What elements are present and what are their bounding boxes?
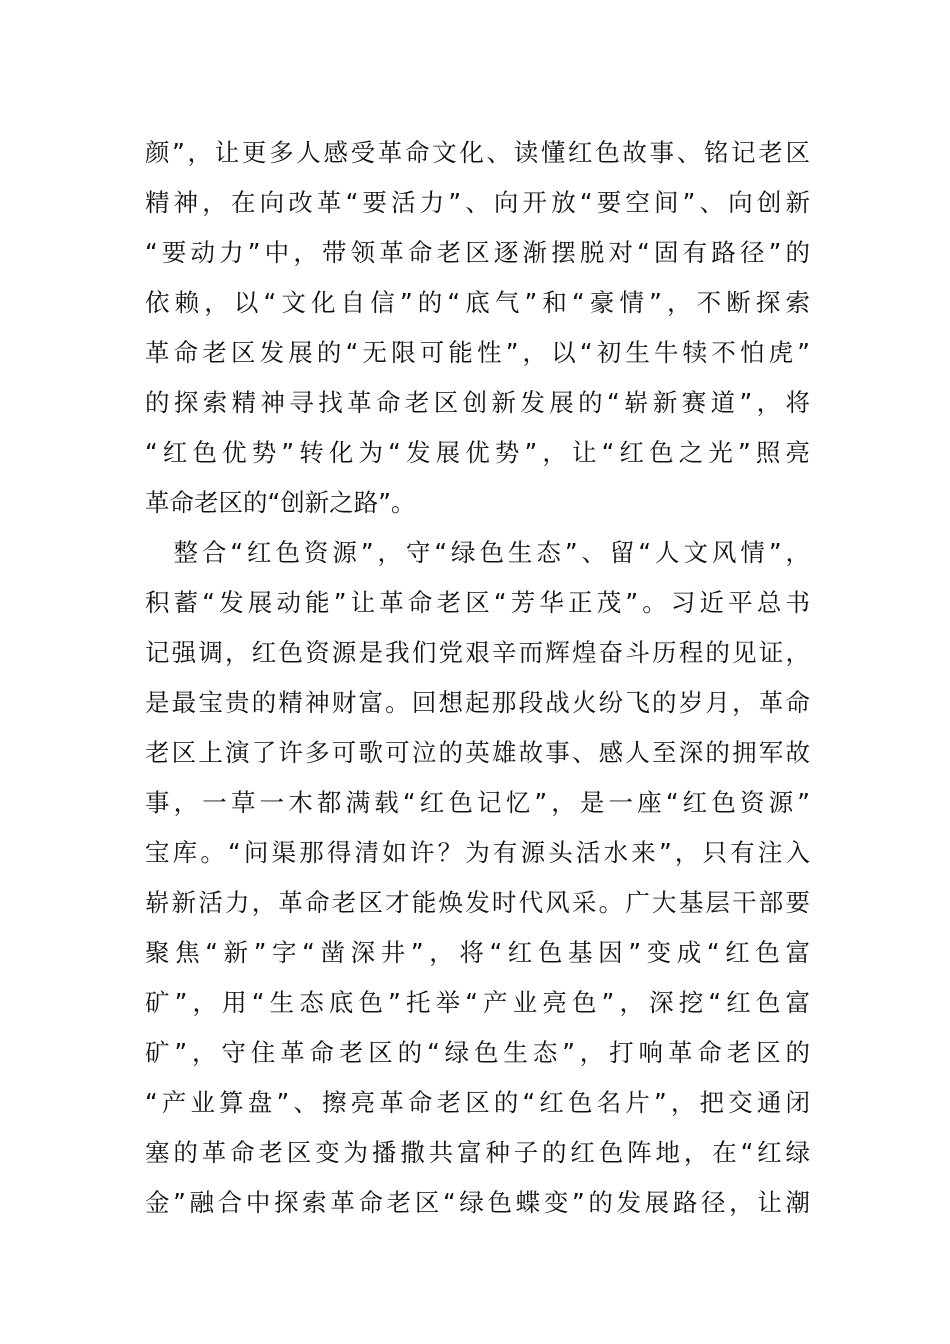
text-line: 精神，在向改革“要活力”、向开放“要空间”、向创新 [145,188,810,217]
text-line: 革命老区的“创新之路”。 [145,488,416,517]
text-line: 革命老区发展的“无限可能性”，以“初生牛犊不怕虎” [145,338,810,367]
text-line: 事，一草一木都满载“红色记忆”，是一座“红色资源” [145,788,810,817]
text-line: “红色优势”转化为“发展优势”，让“红色之光”照亮 [145,438,810,467]
text-line: 记强调，红色资源是我们党艰辛而辉煌奋斗历程的见证， [145,638,810,667]
text-line: 是最宝贵的精神财富。回想起那段战火纷飞的岁月，革命 [145,688,810,717]
text-line: 金”融合中探索革命老区“绿色蝶变”的发展路径，让潮 [145,1188,810,1217]
text-line: 宝库。“问渠那得清如许？为有源头活水来”，只有注入 [145,838,810,867]
text-line: 崭新活力，革命老区才能焕发时代风采。广大基层干部要 [145,888,810,917]
text-line: 整合“红色资源”，守“绿色生态”、留“人文风情”， [145,538,810,567]
text-line: 矿”，守住革命老区的“绿色生态”，打响革命老区的 [145,1038,810,1067]
text-line: “要动力”中，带领革命老区逐渐摆脱对“固有路径”的 [145,238,810,267]
text-line: “产业算盘”、擦亮革命老区的“红色名片”，把交通闭 [145,1088,810,1117]
text-line: 依赖，以“文化自信”的“底气”和“豪情”，不断探索 [145,288,810,317]
text-line: 颜”，让更多人感受革命文化、读懂红色故事、铭记老区 [145,138,810,167]
text-line: 老区上演了许多可歌可泣的英雄故事、感人至深的拥军故 [145,738,810,767]
text-line: 的探索精神寻找革命老区创新发展的“崭新赛道”，将 [145,388,810,417]
text-line: 矿”，用“生态底色”托举“产业亮色”，深挖“红色富 [145,988,810,1017]
text-line: 聚焦“新”字“凿深井”，将“红色基因”变成“红色富 [145,938,810,967]
text-line: 塞的革命老区变为播撒共富种子的红色阵地，在“红绿 [145,1138,810,1167]
text-line: 积蓄“发展动能”让革命老区“芳华正茂”。习近平总书 [145,588,810,617]
body-text [145,128,810,1228]
